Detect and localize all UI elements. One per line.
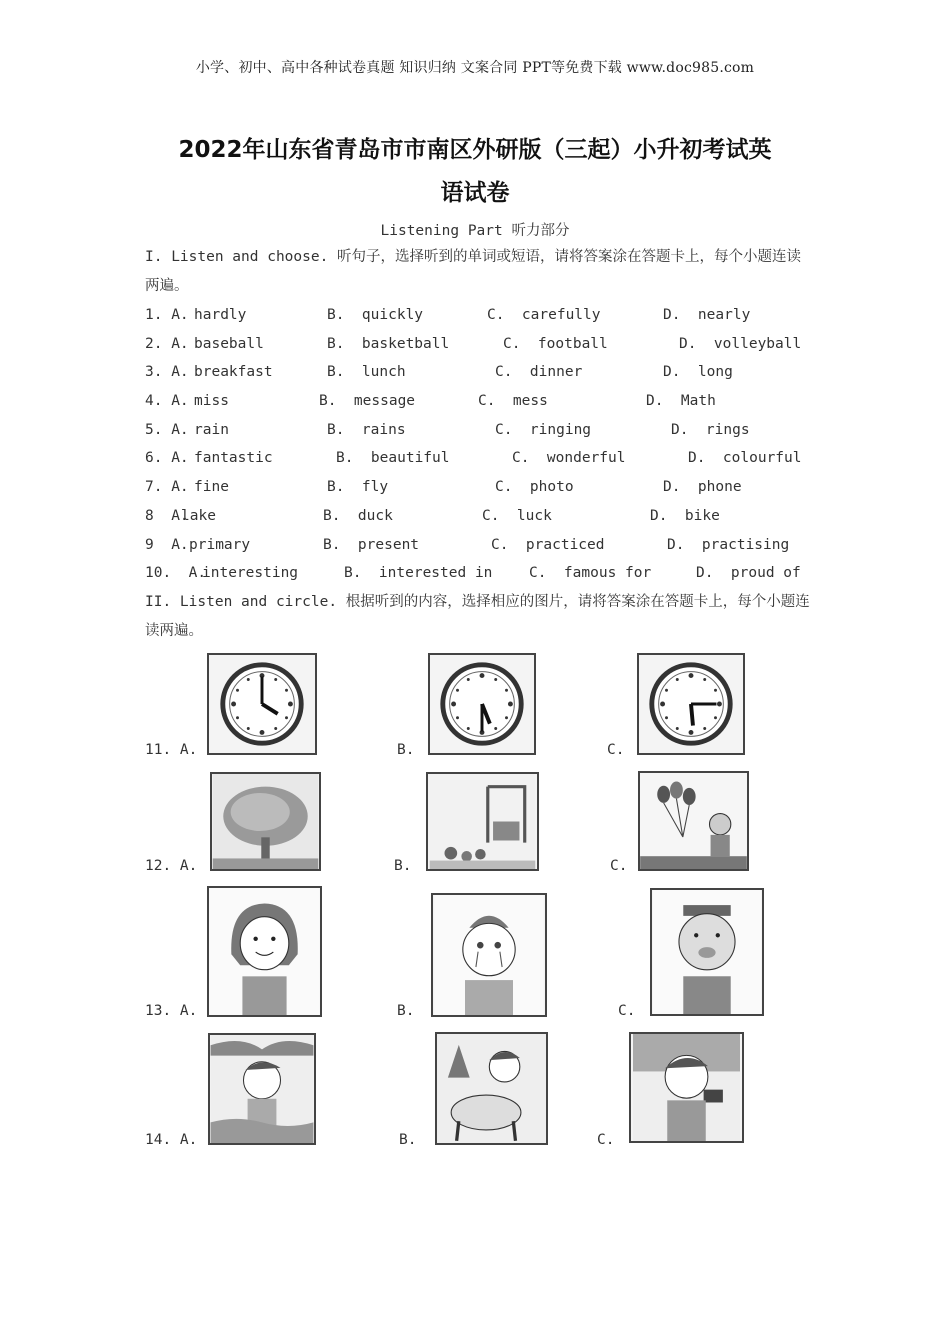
girl-portrait-picture — [207, 886, 322, 1017]
option-d: D. proud of — [696, 565, 801, 581]
option-a: fine — [194, 479, 229, 495]
option-c: C. famous for — [529, 565, 652, 581]
option-d: D. bike — [650, 508, 720, 524]
option-a: miss — [194, 393, 229, 409]
playground-scene-picture — [426, 772, 539, 871]
balloons-child-scene-picture — [638, 771, 749, 871]
option-c: C. ringing — [495, 422, 592, 438]
question-number: 6. A. — [145, 450, 189, 466]
option-b: B. lunch — [327, 364, 406, 380]
clock-six-fifteen-picture — [637, 653, 745, 755]
question-number: 4. A. — [145, 393, 189, 409]
section1-instruction: I. Listen and choose. 听句子，选择听到的单词或短语，请将答案涂在答题卡上，每个小题连读两遍。 — [145, 249, 802, 294]
boy-on-beach-picture — [208, 1033, 316, 1145]
question-number: 7. A. — [145, 479, 189, 495]
q12-label-a: 12. A. — [145, 858, 198, 874]
clock-four-oclock-picture — [207, 653, 317, 755]
q14-label-b: B. — [399, 1132, 417, 1148]
option-a: primary — [189, 537, 251, 553]
q14-label-c: C. — [597, 1132, 615, 1148]
boy-riding-horse-picture — [435, 1032, 548, 1145]
q12-label-b: B. — [394, 858, 412, 874]
option-c: C. mess — [478, 393, 548, 409]
question-number: 10. A. — [145, 565, 207, 581]
q11-label-a: 11. A. — [145, 742, 198, 758]
tree-scene-picture — [210, 772, 321, 871]
option-a: hardly — [194, 307, 247, 323]
option-b: B. present — [323, 537, 420, 553]
boy-with-camera-picture — [629, 1032, 744, 1143]
q14-label-a: 14. A. — [145, 1132, 198, 1148]
option-b: B. message — [319, 393, 416, 409]
option-c: C. dinner — [495, 364, 583, 380]
option-b: B. quickly — [327, 307, 424, 323]
q11-label-c: C. — [607, 742, 625, 758]
site-header: 小学、初中、高中各种试卷真题 知识归纳 文案合同 PPT等免费下载 www.doc985.com — [195, 60, 755, 76]
option-d: D. colourful — [688, 450, 802, 466]
option-b: B. rains — [327, 422, 406, 438]
option-a: lake — [181, 508, 216, 524]
question-number: 5. A. — [145, 422, 189, 438]
option-b: B. interested in — [344, 565, 493, 581]
option-a: rain — [194, 422, 229, 438]
option-b: B. fly — [327, 479, 389, 495]
question-number: 2. A. — [145, 336, 189, 352]
option-d: D. long — [663, 364, 733, 380]
option-d: D. phone — [663, 479, 742, 495]
page-title-line-2: 语试卷 — [440, 180, 510, 206]
q13-label-a: 13. A. — [145, 1003, 198, 1019]
option-d: D. nearly — [663, 307, 751, 323]
page-title-line-1: 2022年山东省青岛市市南区外研版（三起）小升初考试英 — [178, 137, 772, 163]
option-c: C. practiced — [491, 537, 605, 553]
section-subtitle: Listening Part 听力部分 — [380, 223, 570, 239]
question-number: 8 A. — [145, 508, 189, 524]
option-c: C. football — [503, 336, 608, 352]
option-c: C. luck — [482, 508, 552, 524]
q11-label-b: B. — [397, 742, 415, 758]
clock-five-thirty-picture — [428, 653, 536, 755]
option-d: D. practising — [667, 537, 790, 553]
option-a: breakfast — [194, 364, 273, 380]
option-a: interesting — [202, 565, 299, 581]
option-d: D. rings — [671, 422, 750, 438]
option-c: C. wonderful — [512, 450, 626, 466]
q13-label-c: C. — [618, 1003, 636, 1019]
option-c: C. carefully — [487, 307, 601, 323]
section2-instruction: II. Listen and circle. 根据听到的内容，选择相应的图片，请将答案涂在答题卡上，每个小题连读两遍。 — [145, 594, 810, 639]
option-b: B. beautiful — [336, 450, 450, 466]
option-a: baseball — [194, 336, 264, 352]
option-b: B. basketball — [327, 336, 450, 352]
q13-label-b: B. — [397, 1003, 415, 1019]
question-number: 1. A. — [145, 307, 189, 323]
option-a: fantastic — [194, 450, 273, 466]
boy-with-cap-crying-picture — [431, 893, 547, 1017]
option-d: D. volleyball — [679, 336, 802, 352]
option-d: D. Math — [646, 393, 716, 409]
option-b: B. duck — [323, 508, 393, 524]
question-number: 3. A. — [145, 364, 189, 380]
q12-label-c: C. — [610, 858, 628, 874]
boy-eating-picture — [650, 888, 764, 1016]
option-c: C. photo — [495, 479, 574, 495]
question-number: 9 A. — [145, 537, 189, 553]
